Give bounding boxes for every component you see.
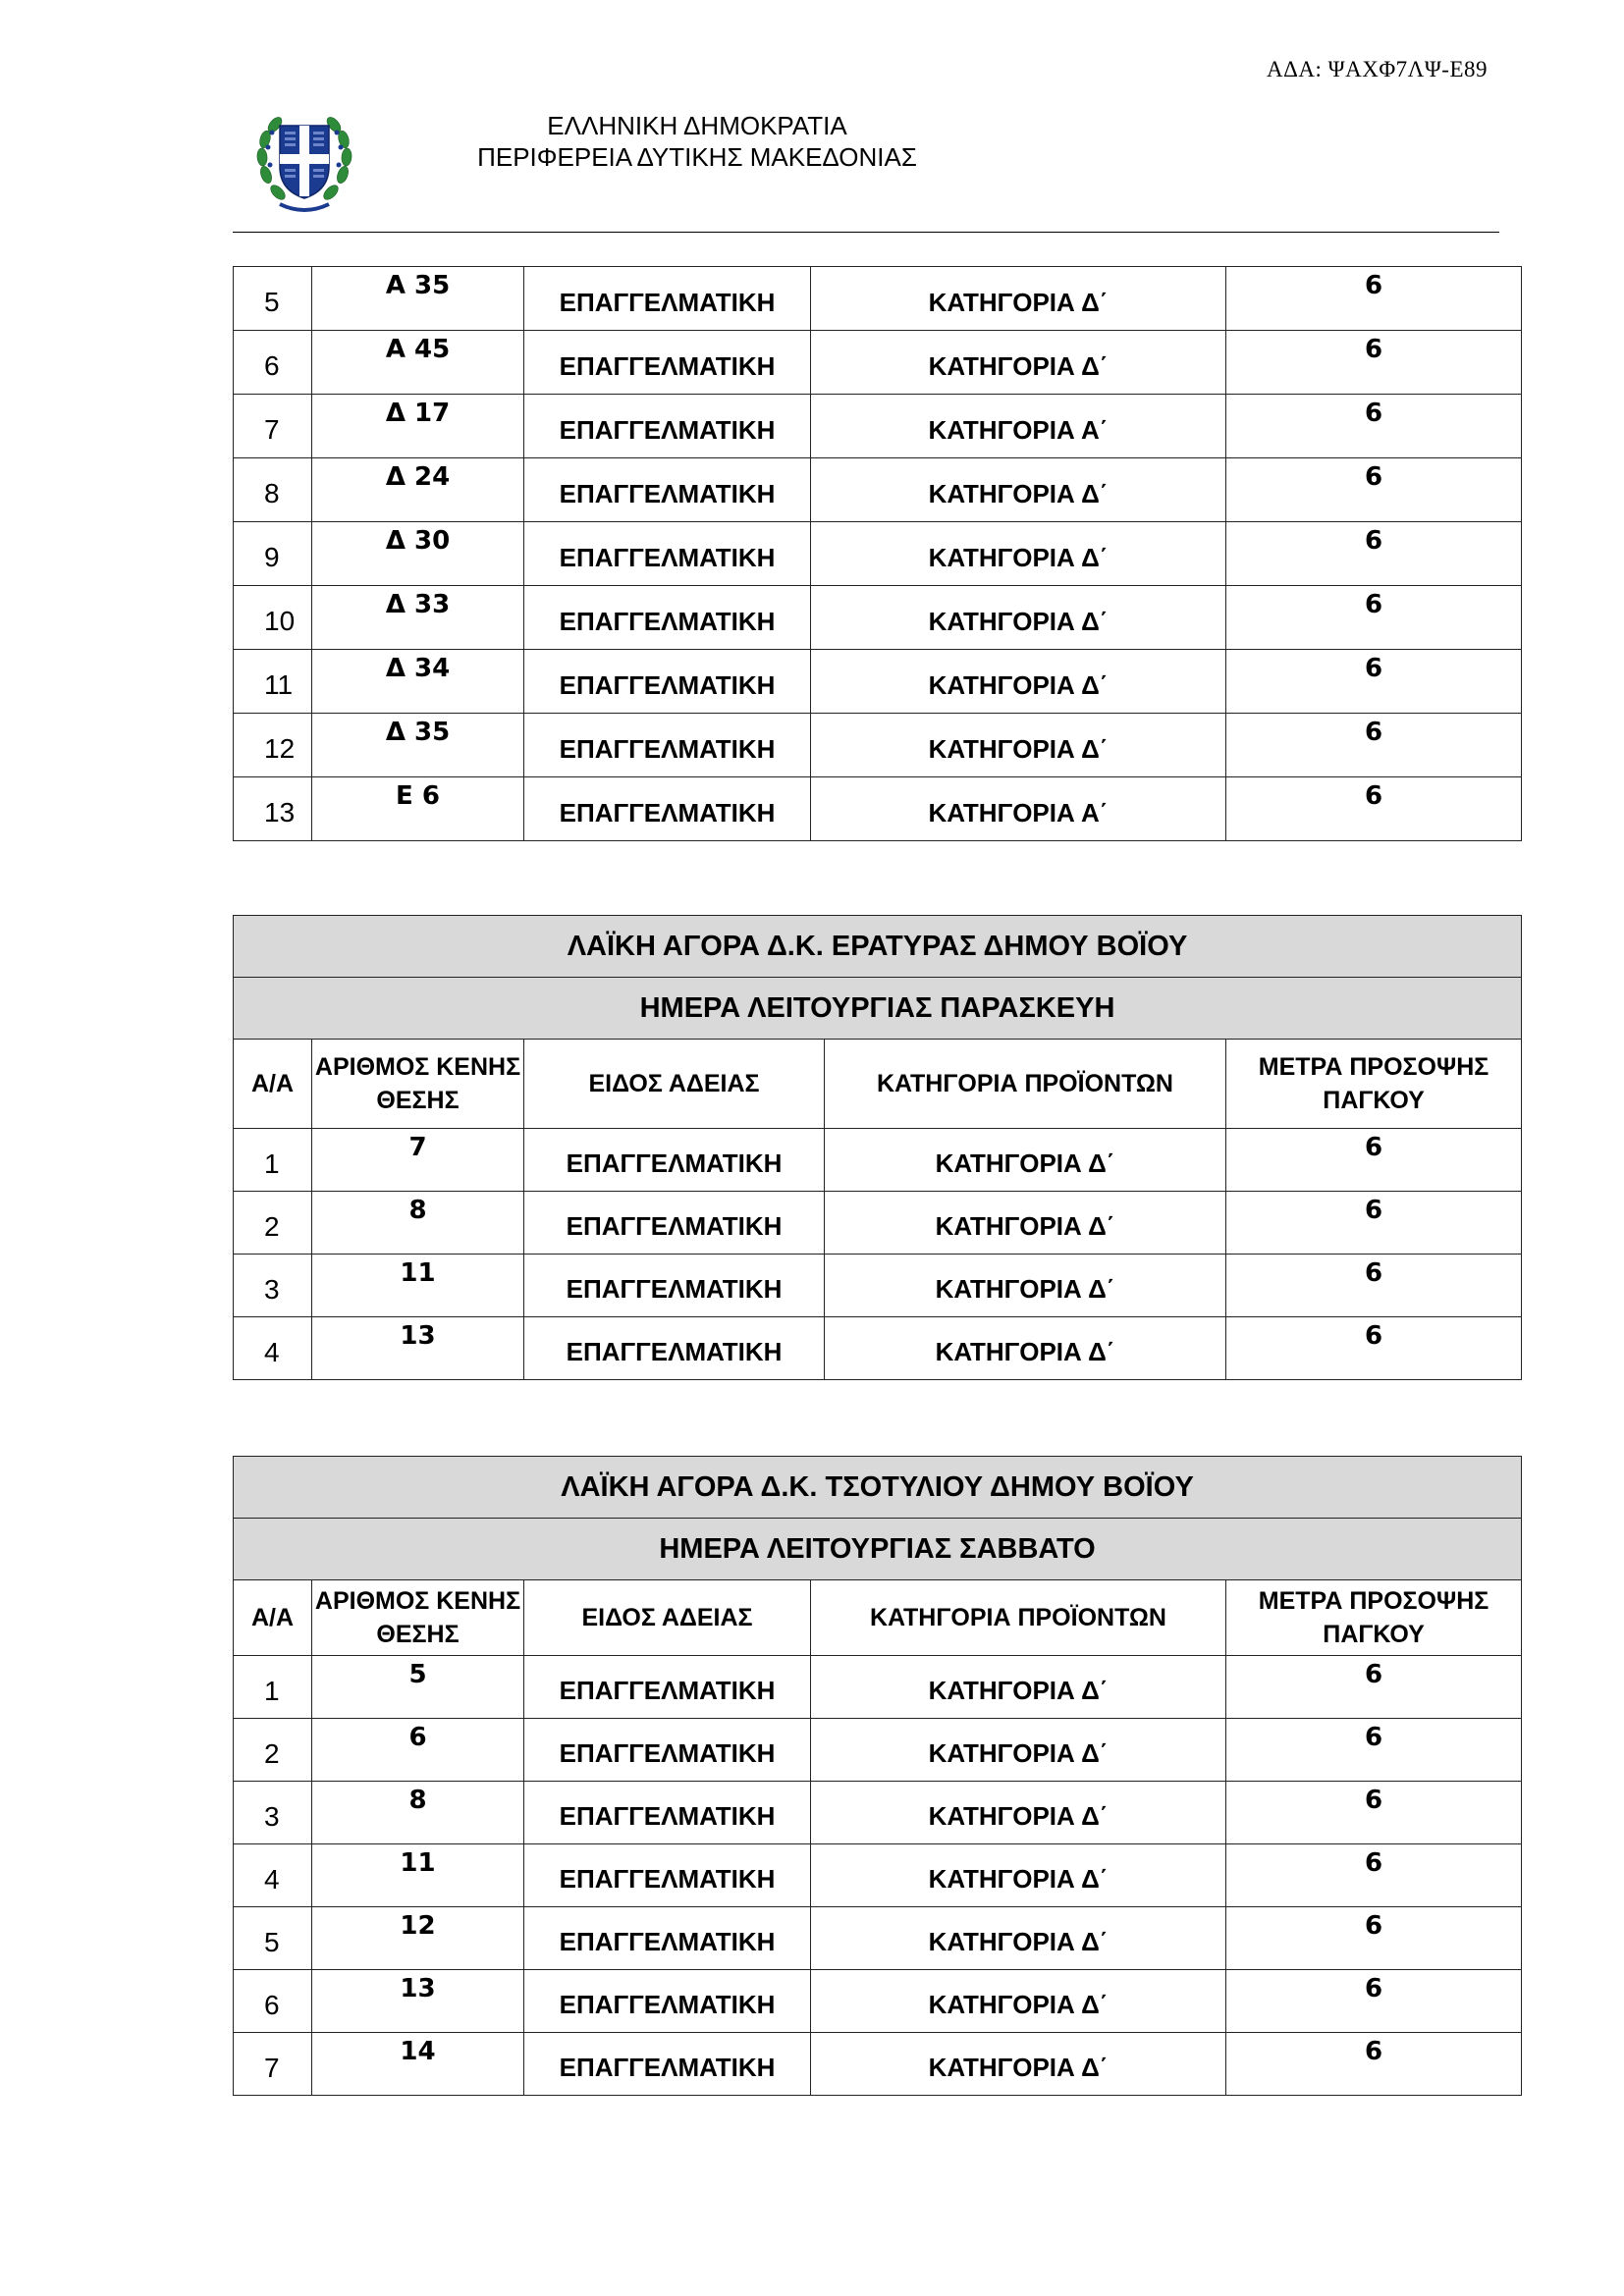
table-row [234, 1192, 1522, 1255]
cell-license: ΕΠΑΓΓΕΛΜΑΤΙΚΗ [524, 522, 811, 586]
cell-license: ΕΠΑΓΓΕΛΜΑΤΙΚΗ [524, 1907, 811, 1970]
cell-meters: 6 [1226, 1656, 1522, 1719]
cell-aa: 12 [234, 714, 312, 777]
cell-aa: 2 [234, 1719, 312, 1782]
cell-license: ΕΠΑΓΓΕΛΜΑΤΙΚΗ [524, 2033, 811, 2096]
vacancy-table-continued [233, 266, 1522, 841]
table-row [234, 650, 1522, 714]
cell-license: ΕΠΑΓΓΕΛΜΑΤΙΚΗ [524, 1970, 811, 2033]
letterhead-line-1: ΕΛΛΗΝΙΚΗ ΔΗΜΟΚΡΑΤΙΑ [547, 111, 847, 140]
cell-meters: 6 [1226, 1129, 1522, 1192]
cell-position: Δ 30 [312, 522, 524, 586]
table-row [234, 1719, 1522, 1782]
cell-position: Δ 17 [312, 395, 524, 458]
table-row [234, 1782, 1522, 1844]
cell-license: ΕΠΑΓΓΕΛΜΑΤΙΚΗ [524, 458, 811, 522]
cell-license: ΕΠΑΓΓΕΛΜΑΤΙΚΗ [524, 267, 811, 331]
column-header-meters: ΜΕΤΡΑ ΠΡΟΣΟΨΗΣ ΠΑΓΚΟΥ [1226, 1580, 1522, 1656]
cell-aa: 10 [234, 586, 312, 650]
cell-category: ΚΑΤΗΓΟΡΙΑ Α΄ [811, 395, 1226, 458]
cell-aa: 13 [234, 777, 312, 841]
market-title: ΛΑΪΚΗ ΑΓΟΡΑ Δ.Κ. ΕΡΑΤΥΡΑΣ ΔΗΜΟΥ ΒΟΪΟΥ [234, 916, 1522, 978]
cell-aa: 4 [234, 1317, 312, 1380]
cell-position: 14 [312, 2033, 524, 2096]
cell-category: ΚΑΤΗΓΟΡΙΑ Δ΄ [811, 2033, 1226, 2096]
cell-category: ΚΑΤΗΓΟΡΙΑ Δ΄ [825, 1317, 1226, 1380]
cell-aa: 6 [234, 331, 312, 395]
cell-position: 13 [312, 1970, 524, 2033]
cell-category: ΚΑΤΗΓΟΡΙΑ Δ΄ [825, 1255, 1226, 1317]
column-header-aa: Α/Α [234, 1040, 312, 1129]
cell-position: 13 [312, 1317, 524, 1380]
letterhead [432, 110, 962, 173]
column-header-meters: ΜΕΤΡΑ ΠΡΟΣΟΨΗΣ ΠΑΓΚΟΥ [1226, 1040, 1522, 1129]
cell-position: Α 45 [312, 331, 524, 395]
table-row [234, 714, 1522, 777]
header-divider [233, 232, 1499, 233]
table-row [234, 1907, 1522, 1970]
cell-license: ΕΠΑΓΓΕΛΜΑΤΙΚΗ [524, 1255, 825, 1317]
cell-category: ΚΑΤΗΓΟΡΙΑ Δ΄ [825, 1192, 1226, 1255]
cell-license: ΕΠΑΓΓΕΛΜΑΤΙΚΗ [524, 1719, 811, 1782]
cell-position: Δ 34 [312, 650, 524, 714]
operating-day: ΗΜΕΡΑ ΛΕΙΤΟΥΡΓΙΑΣ ΣΑΒΒΑΤΟ [234, 1519, 1522, 1580]
cell-meters: 6 [1226, 777, 1522, 841]
cell-meters: 6 [1226, 714, 1522, 777]
cell-aa: 1 [234, 1129, 312, 1192]
table-row [234, 395, 1522, 458]
column-header-position: ΑΡΙΘΜΟΣ ΚΕΝΗΣ ΘΕΣΗΣ [312, 1040, 524, 1129]
greek-coat-of-arms-icon [250, 106, 358, 216]
column-header-aa: Α/Α [234, 1580, 312, 1656]
column-header-position: ΑΡΙΘΜΟΣ ΚΕΝΗΣ ΘΕΣΗΣ [312, 1580, 524, 1656]
cell-position: 6 [312, 1719, 524, 1782]
cell-category: ΚΑΤΗΓΟΡΙΑ Δ΄ [811, 714, 1226, 777]
cell-aa: 7 [234, 2033, 312, 2096]
cell-aa: 1 [234, 1656, 312, 1719]
cell-meters: 6 [1226, 1907, 1522, 1970]
cell-meters: 6 [1226, 1255, 1522, 1317]
cell-aa: 6 [234, 1970, 312, 2033]
cell-license: ΕΠΑΓΓΕΛΜΑΤΙΚΗ [524, 1844, 811, 1907]
cell-position: 5 [312, 1656, 524, 1719]
table-row [234, 267, 1522, 331]
table-row [234, 1255, 1522, 1317]
cell-aa: 7 [234, 395, 312, 458]
table-row [234, 586, 1522, 650]
cell-aa: 5 [234, 1907, 312, 1970]
cell-meters: 6 [1226, 331, 1522, 395]
cell-position: Ε 6 [312, 777, 524, 841]
cell-meters: 6 [1226, 1317, 1522, 1380]
cell-license: ΕΠΑΓΓΕΛΜΑΤΙΚΗ [524, 650, 811, 714]
cell-position: 11 [312, 1255, 524, 1317]
cell-license: ΕΠΑΓΓΕΛΜΑΤΙΚΗ [524, 777, 811, 841]
cell-position: Δ 33 [312, 586, 524, 650]
cell-position: 11 [312, 1844, 524, 1907]
cell-meters: 6 [1226, 395, 1522, 458]
cell-position: Δ 24 [312, 458, 524, 522]
table-row [234, 1317, 1522, 1380]
cell-aa: 2 [234, 1192, 312, 1255]
table-row [234, 331, 1522, 395]
cell-meters: 6 [1226, 1192, 1522, 1255]
cell-category: ΚΑΤΗΓΟΡΙΑ Δ΄ [825, 1129, 1226, 1192]
cell-license: ΕΠΑΓΓΕΛΜΑΤΙΚΗ [524, 586, 811, 650]
letterhead-line-2: ΠΕΡΙΦΕΡΕΙΑ ΔΥΤΙΚΗΣ ΜΑΚΕΔΟΝΙΑΣ [477, 142, 917, 172]
cell-license: ΕΠΑΓΓΕΛΜΑΤΙΚΗ [524, 1192, 825, 1255]
operating-day: ΗΜΕΡΑ ΛΕΙΤΟΥΡΓΙΑΣ ΠΑΡΑΣΚΕΥΗ [234, 978, 1522, 1040]
cell-aa: 3 [234, 1782, 312, 1844]
cell-position: 12 [312, 1907, 524, 1970]
table-row [234, 1129, 1522, 1192]
cell-meters: 6 [1226, 2033, 1522, 2096]
cell-license: ΕΠΑΓΓΕΛΜΑΤΙΚΗ [524, 331, 811, 395]
column-header-category: ΚΑΤΗΓΟΡΙΑ ΠΡΟΪΟΝΤΩΝ [825, 1040, 1226, 1129]
vacancy-table-eratyra [233, 915, 1522, 1380]
cell-meters: 6 [1226, 1719, 1522, 1782]
table-row [234, 1970, 1522, 2033]
table-row [234, 2033, 1522, 2096]
cell-aa: 9 [234, 522, 312, 586]
cell-meters: 6 [1226, 650, 1522, 714]
cell-category: ΚΑΤΗΓΟΡΙΑ Δ΄ [811, 1907, 1226, 1970]
column-header-category: ΚΑΤΗΓΟΡΙΑ ΠΡΟΪΟΝΤΩΝ [811, 1580, 1226, 1656]
cell-category: ΚΑΤΗΓΟΡΙΑ Δ΄ [811, 458, 1226, 522]
cell-category: ΚΑΤΗΓΟΡΙΑ Δ΄ [811, 267, 1226, 331]
cell-category: ΚΑΤΗΓΟΡΙΑ Δ΄ [811, 331, 1226, 395]
cell-aa: 8 [234, 458, 312, 522]
cell-category: ΚΑΤΗΓΟΡΙΑ Δ΄ [811, 1844, 1226, 1907]
table-row [234, 777, 1522, 841]
cell-meters: 6 [1226, 522, 1522, 586]
document-code: ΑΔΑ: ΨΑΧΦ7ΛΨ-Ε89 [1267, 57, 1489, 81]
cell-license: ΕΠΑΓΓΕΛΜΑΤΙΚΗ [524, 1129, 825, 1192]
cell-category: ΚΑΤΗΓΟΡΙΑ Δ΄ [811, 1719, 1226, 1782]
cell-category: ΚΑΤΗΓΟΡΙΑ Δ΄ [811, 650, 1226, 714]
cell-meters: 6 [1226, 1782, 1522, 1844]
cell-meters: 6 [1226, 1970, 1522, 2033]
column-header-license: ΕΙΔΟΣ ΑΔΕΙΑΣ [524, 1040, 825, 1129]
cell-category: ΚΑΤΗΓΟΡΙΑ Δ΄ [811, 1782, 1226, 1844]
cell-position: 7 [312, 1129, 524, 1192]
cell-meters: 6 [1226, 586, 1522, 650]
cell-category: ΚΑΤΗΓΟΡΙΑ Α΄ [811, 777, 1226, 841]
cell-position: 8 [312, 1192, 524, 1255]
cell-category: ΚΑΤΗΓΟΡΙΑ Δ΄ [811, 1970, 1226, 2033]
market-title: ΛΑΪΚΗ ΑΓΟΡΑ Δ.Κ. ΤΣΟΤΥΛΙΟΥ ΔΗΜΟΥ ΒΟΪΟΥ [234, 1457, 1522, 1519]
cell-aa: 4 [234, 1844, 312, 1907]
cell-position: Δ 35 [312, 714, 524, 777]
cell-category: ΚΑΤΗΓΟΡΙΑ Δ΄ [811, 586, 1226, 650]
cell-license: ΕΠΑΓΓΕΛΜΑΤΙΚΗ [524, 714, 811, 777]
cell-license: ΕΠΑΓΓΕΛΜΑΤΙΚΗ [524, 1782, 811, 1844]
table-row [234, 1844, 1522, 1907]
cell-meters: 6 [1226, 1844, 1522, 1907]
table-row [234, 1656, 1522, 1719]
cell-license: ΕΠΑΓΓΕΛΜΑΤΙΚΗ [524, 1656, 811, 1719]
cell-category: ΚΑΤΗΓΟΡΙΑ Δ΄ [811, 522, 1226, 586]
cell-meters: 6 [1226, 458, 1522, 522]
cell-aa: 5 [234, 267, 312, 331]
vacancy-table-tsotyli [233, 1456, 1522, 2096]
cell-position: Α 35 [312, 267, 524, 331]
cell-meters: 6 [1226, 267, 1522, 331]
cell-category: ΚΑΤΗΓΟΡΙΑ Δ΄ [811, 1656, 1226, 1719]
cell-license: ΕΠΑΓΓΕΛΜΑΤΙΚΗ [524, 1317, 825, 1380]
table-row [234, 458, 1522, 522]
column-header-license: ΕΙΔΟΣ ΑΔΕΙΑΣ [524, 1580, 811, 1656]
cell-aa: 11 [234, 650, 312, 714]
cell-position: 8 [312, 1782, 524, 1844]
cell-license: ΕΠΑΓΓΕΛΜΑΤΙΚΗ [524, 395, 811, 458]
table-row [234, 522, 1522, 586]
cell-aa: 3 [234, 1255, 312, 1317]
